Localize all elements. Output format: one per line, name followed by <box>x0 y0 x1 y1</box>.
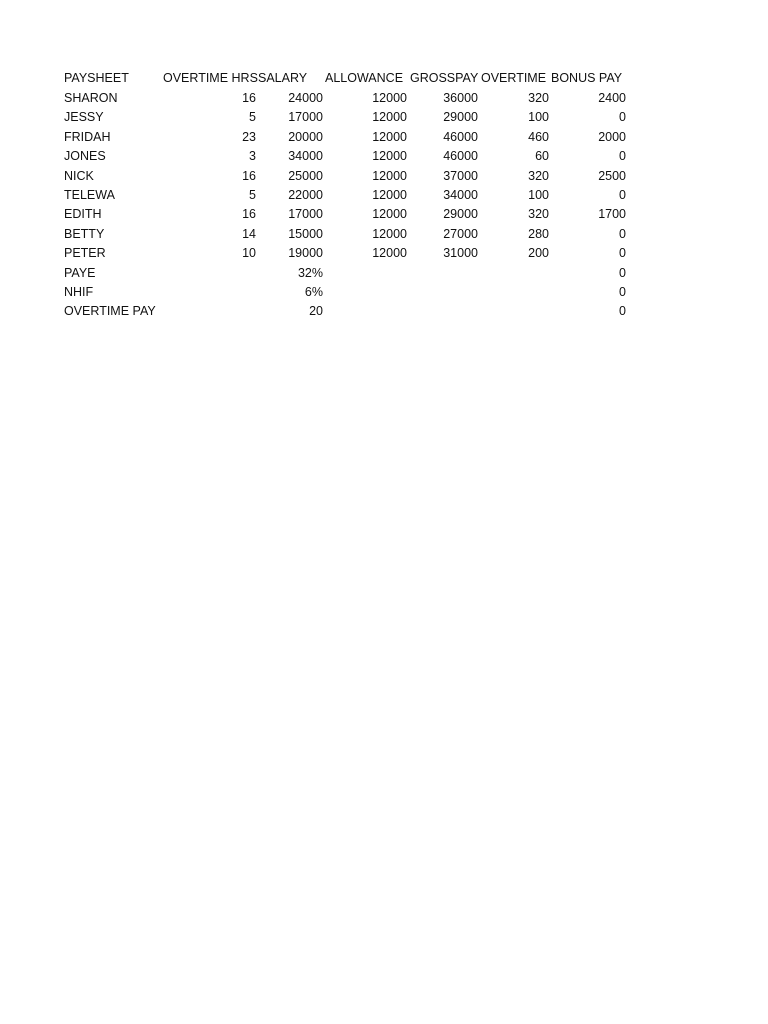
cell-allowance <box>345 302 407 321</box>
cell-allowance <box>345 264 407 283</box>
cell-bonus-pay: 0 <box>619 246 626 261</box>
cell-grosspay <box>416 264 478 283</box>
cell-allowance: 12000 <box>372 129 407 144</box>
cell-allowance <box>345 283 407 302</box>
cell-name: JONES <box>64 149 106 164</box>
cell-grosspay: 29000 <box>443 207 478 222</box>
cell-allowance: 12000 <box>372 188 407 202</box>
header-row <box>0 69 768 88</box>
header-overtime: OVERTIME <box>481 71 547 85</box>
cell-overtime: 460 <box>528 129 549 144</box>
table-row <box>0 167 768 186</box>
cell-grosspay <box>416 283 478 302</box>
cell-grosspay: 36000 <box>443 91 478 105</box>
table-row <box>0 264 768 283</box>
cell-grosspay: 29000 <box>443 110 478 125</box>
table-row <box>0 147 768 166</box>
cell-salary: 22000 <box>288 188 323 202</box>
cell-salary: 15000 <box>288 226 323 241</box>
cell-salary: 17000 <box>288 207 323 222</box>
cell-overtime: 200 <box>528 246 549 261</box>
cell-name: PAYE <box>64 265 96 280</box>
table-row <box>0 186 768 205</box>
cell-name: JESSY <box>64 110 104 125</box>
cell-bonus-pay: 1700 <box>598 207 626 222</box>
cell-bonus-pay: 2000 <box>598 129 626 144</box>
cell-overtime: 60 <box>535 149 549 164</box>
cell-name: EDITH <box>64 207 102 222</box>
cell-overtime <box>488 283 549 302</box>
cell-name: NHIF <box>64 285 94 299</box>
table-row <box>0 205 768 224</box>
table-row <box>0 283 768 302</box>
header-salary: SALARY <box>258 71 308 85</box>
cell-overtime: 320 <box>528 91 549 105</box>
table-row <box>0 244 768 263</box>
cell-bonus-pay: 0 <box>619 265 626 280</box>
cell-grosspay: 27000 <box>443 226 478 241</box>
cell-salary: 34000 <box>288 149 323 164</box>
cell-overtime-hrs: 3 <box>249 149 256 164</box>
cell-allowance: 12000 <box>372 246 407 261</box>
cell-grosspay: 46000 <box>443 129 478 144</box>
cell-overtime-hrs <box>196 302 256 321</box>
cell-allowance: 12000 <box>372 226 407 241</box>
cell-grosspay: 34000 <box>443 188 478 202</box>
cell-bonus-pay: 0 <box>619 149 626 164</box>
cell-name: OVERTIME PAY <box>64 304 156 319</box>
cell-name: TELEWA <box>64 188 115 202</box>
cell-bonus-pay: 0 <box>619 110 626 125</box>
cell-name: PETER <box>64 246 106 261</box>
cell-bonus-pay: 2400 <box>598 91 626 105</box>
cell-overtime-hrs: 5 <box>249 188 256 202</box>
table-row <box>0 128 768 147</box>
cell-overtime: 280 <box>528 226 549 241</box>
cell-overtime <box>488 302 549 321</box>
table-row <box>0 225 768 244</box>
cell-salary: 17000 <box>288 110 323 125</box>
cell-bonus-pay: 0 <box>619 188 626 202</box>
cell-salary: 6% <box>304 285 323 299</box>
cell-overtime-hrs: 10 <box>242 246 256 261</box>
cell-grosspay: 37000 <box>443 168 478 183</box>
cell-overtime: 100 <box>528 188 549 202</box>
table-row <box>0 302 768 321</box>
cell-overtime-hrs: 16 <box>242 207 256 222</box>
cell-bonus-pay: 0 <box>619 226 626 241</box>
table-row <box>0 89 768 108</box>
cell-overtime: 100 <box>528 110 549 125</box>
cell-overtime: 320 <box>528 168 549 183</box>
cell-overtime-hrs: 16 <box>242 168 256 183</box>
cell-salary: 25000 <box>288 168 323 183</box>
table-row <box>0 108 768 127</box>
cell-salary: 24000 <box>288 91 323 105</box>
cell-overtime-hrs: 16 <box>242 91 256 105</box>
header-paysheet: PAYSHEET <box>64 71 129 85</box>
cell-overtime-hrs <box>196 283 256 302</box>
cell-allowance: 12000 <box>372 207 407 222</box>
cell-grosspay <box>416 302 478 321</box>
cell-allowance: 12000 <box>372 91 407 105</box>
cell-allowance: 12000 <box>372 110 407 125</box>
cell-salary: 32% <box>297 265 323 280</box>
cell-allowance: 12000 <box>372 149 407 164</box>
cell-overtime-hrs: 5 <box>249 110 256 125</box>
cell-salary: 19000 <box>288 246 323 261</box>
cell-bonus-pay: 0 <box>619 304 626 319</box>
cell-name: NICK <box>64 168 94 183</box>
cell-salary: 20000 <box>288 129 323 144</box>
header-grosspay: GROSSPAY <box>410 71 479 85</box>
cell-allowance: 12000 <box>372 168 407 183</box>
cell-overtime-hrs <box>196 264 256 283</box>
cell-overtime: 320 <box>528 207 549 222</box>
cell-overtime-hrs: 14 <box>242 226 256 241</box>
cell-overtime <box>488 264 549 283</box>
cell-overtime-hrs: 23 <box>242 129 256 144</box>
header-bonus-pay: BONUS PAY <box>551 71 623 85</box>
header-overtime-hrs: OVERTIME HRS <box>163 71 258 85</box>
cell-grosspay: 31000 <box>443 246 478 261</box>
cell-bonus-pay: 2500 <box>598 168 626 183</box>
cell-grosspay: 46000 <box>443 149 478 164</box>
cell-name: SHARON <box>64 91 118 105</box>
cell-name: BETTY <box>64 226 105 241</box>
cell-bonus-pay: 0 <box>619 285 626 299</box>
cell-name: FRIDAH <box>64 129 111 144</box>
header-allowance: ALLOWANCE <box>325 71 404 85</box>
cell-salary: 20 <box>309 304 323 319</box>
